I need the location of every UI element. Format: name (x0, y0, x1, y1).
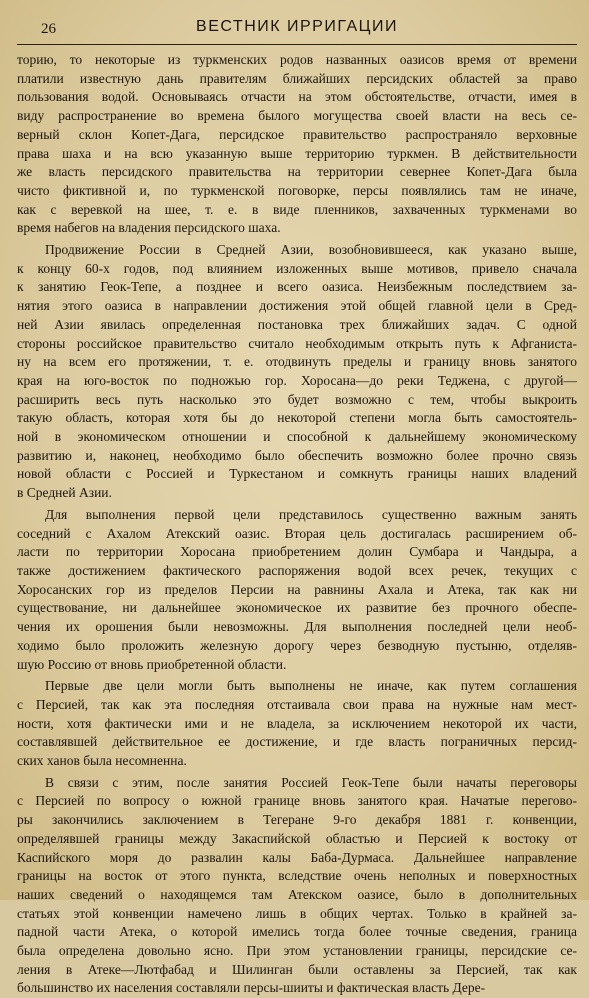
text-line: Продвижение России в Средней Азии, возобновившееся, как указано выше, (45, 242, 577, 258)
page-header (17, 14, 577, 45)
paragraph (17, 677, 577, 771)
text-line: определявшей границы между Закаспийской областью и Персией к востоку от (17, 830, 577, 846)
text-line: с Персией, так как эта последняя отстаивала свои права на нужные нам мест- (17, 696, 577, 712)
text-line: к занятию Геок-Тепе, а позднее и всего оазиса. Неизбежным последствием за- (17, 279, 577, 295)
text-line: с Персией по вопросу о южной границе вновь занятого края. Начатые перегово- (17, 793, 577, 809)
text-line: Хоросанских гор из пределов Персии на равнины Ахала и Атека, так как ни (17, 581, 577, 597)
text-line: виду распространение во времена былого могущества своей власти на весь се- (17, 108, 577, 124)
text-line: новой области с Россией и Туркестаном и сомкнуть границы наших владений (17, 466, 577, 482)
text-line: ления в Атеке—Лютфабад и Шилинган были оставлены за Персией, так как (17, 961, 577, 977)
text-line: соседний с Ахалом Атекский оазис. Вторая цель достигалась расширением об- (17, 525, 577, 541)
paragraph (17, 506, 577, 674)
text-line: была определена довольно ясно. При этом установлении границы, персидские се- (17, 943, 577, 959)
text-line: в Средней Азии. (17, 485, 112, 501)
text-line: расширить весь путь насколько это будет возможно с тем, чтобы выкроить (17, 391, 577, 407)
text-line: шую Россию от вновь приобретенной области. (17, 656, 287, 672)
journal-title: ВЕСТНИК ИРРИГАЦИИ (196, 18, 398, 35)
text-line: права шаха и на всю указанную выше территорию туркмен. В действительности (17, 145, 577, 161)
text-line: В связи с этим, после занятия Россией Геок-Тепе были начаты переговоры (45, 774, 577, 790)
text-line: Первые две цели могли быть выполнены не иначе, как путем соглашения (45, 678, 577, 694)
text-line: торию, то некоторые из туркменских родов названных оазисов время от времени (17, 52, 577, 67)
text-line: к концу 60-х годов, под влиянием изложенных выше мотивов, привело сначала (17, 260, 577, 276)
text-line: верный склон Копет-Дага, персидское правительство распространяло верховные (17, 126, 577, 142)
text-line: существование, ни дальнейшее экономическое их развитие без прочного обеспе- (17, 600, 577, 616)
body-text (17, 51, 577, 998)
paragraph (17, 51, 577, 238)
text-line: ских ханов была несомненна. (17, 753, 187, 769)
text-line: статьях этой конвенции намечено лишь в общих чертах. Только в крайней за- (17, 905, 577, 921)
text-line: как с веревкой на шее, т. е. в виде пленников, захваченных туркменами во (17, 201, 577, 217)
text-line: чения их орошения были невозможны. Для выполнения последней цели необ- (17, 619, 577, 635)
text-line: платили известную дань правителям ближайших персидских областей за право (17, 70, 577, 86)
text-line: границы на восток от этого пункта, вследствие очень неполных и поверхностных (17, 868, 577, 884)
text-line: края на юго-восток по подножью гор. Хоросана—до реки Теджена, с другой— (17, 372, 577, 388)
text-line: время набегов на владения персидского шаха. (17, 220, 281, 236)
text-line: ходимо было проложить железную дорогу через безводную пустыню, отделяв- (17, 637, 577, 653)
text-line: ности, хотя фактически ими и не владела, за исключением некоторой их части, (17, 715, 577, 731)
text-line: падной части Атека, о которой имелись тогда более точные сведения, граница (17, 924, 577, 940)
text-line: ласти по территории Хоросана приобретением долин Сумбара и Чандыра, а (17, 544, 577, 560)
paragraph (17, 774, 577, 998)
text-line: развитию и, наконец, необходимо было обеспечить возможно более прочно связь (17, 447, 577, 463)
text-line: такую область, которая хотя бы до некоторой степени могла быть самостоятель- (17, 410, 577, 426)
text-line: же власть персидского правительства на территории севернее Копет-Дага была (17, 164, 577, 180)
text-line: стороны российское правительство считало необходимым открыть путь к Афганиста- (17, 335, 577, 351)
page-number: 26 (41, 21, 56, 37)
paragraph (17, 241, 577, 503)
text-line: Каспийского моря до развалин калы Баба-Дурмаса. Дальнейшее направление (17, 849, 577, 865)
text-line: большинство их населения составляли персы-шииты и фактическая власть Дере- (17, 980, 486, 996)
text-line: составлявшей действительное ее достижение, и где власть пограничных персид- (17, 734, 577, 750)
text-line: чисто фиктивной и, по туркменской поговорке, персы появлялись там не иначе, (17, 182, 577, 198)
text-line: ры закончились заключением в Тегеране 9-го декабря 1881 г. конвенции, (17, 812, 577, 828)
text-line: ну на всем его протяжении, т. е. отодвинуть пределы и границу вновь занятого (17, 354, 577, 370)
text-line: наших сведений о находящемся там Атекском оазисе, было в дополнительных (17, 886, 577, 902)
text-line: ной в экономическом отношении и способной к дальнейшему экономическому (17, 429, 577, 445)
text-line: ней Азии явилась определенная постановка трех ближайших задач. С одной (17, 316, 577, 332)
text-line: также достижением фактического распоряжения водой всех речек, текущих с (17, 562, 577, 578)
text-line: нятия этого оазиса в направлении достижения этой общей главной цели в Сред- (17, 298, 577, 314)
text-line: пользования водой. Основываясь отчасти на этом обстоятельстве, отчасти, имея в (17, 89, 577, 105)
text-line: Для выполнения первой цели представилось существенно важным занять (45, 506, 577, 522)
